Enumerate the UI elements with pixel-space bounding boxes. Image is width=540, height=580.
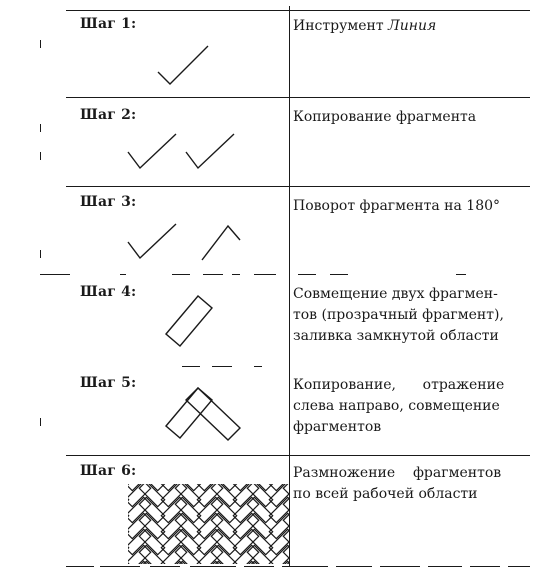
step-4-label: Шаг 4: bbox=[80, 284, 137, 300]
herringbone-brick bbox=[197, 561, 222, 580]
dash-fragment bbox=[282, 566, 328, 567]
step-3-label: Шаг 3: bbox=[80, 194, 137, 210]
dash-fragment bbox=[520, 10, 530, 11]
step-4-description-line: Совмещение двух фрагмен- bbox=[293, 286, 498, 302]
herringbone-brick bbox=[125, 561, 150, 580]
step-1-description bbox=[293, 16, 530, 37]
margin-tick bbox=[40, 124, 41, 132]
dash-fragment bbox=[254, 274, 276, 275]
dash-fragment bbox=[40, 274, 70, 275]
herringbone-brick bbox=[89, 497, 114, 522]
herringbone-brick bbox=[103, 513, 128, 538]
herringbone-brick bbox=[233, 561, 258, 580]
dash-fragment bbox=[380, 566, 420, 567]
step-5-combined-fragments-figure bbox=[160, 378, 260, 458]
dash-fragment bbox=[330, 274, 348, 275]
step-6-description bbox=[293, 463, 530, 505]
margin-tick bbox=[40, 40, 41, 48]
row-divider bbox=[66, 455, 530, 456]
dash-fragment bbox=[203, 274, 223, 275]
herringbone-brick bbox=[89, 481, 114, 506]
herringbone-brick bbox=[103, 497, 128, 522]
step-5-description-line: фрагментов bbox=[293, 419, 382, 435]
column-divider bbox=[289, 6, 290, 566]
step-5-description bbox=[293, 375, 530, 438]
herringbone-brick bbox=[283, 561, 308, 580]
margin-tick bbox=[40, 152, 41, 160]
herringbone-brick bbox=[283, 529, 308, 554]
dash-fragment bbox=[190, 566, 236, 567]
margin-tick bbox=[40, 250, 41, 258]
herringbone-brick bbox=[103, 561, 128, 580]
dash-fragment bbox=[456, 274, 466, 275]
table-top-border bbox=[66, 10, 530, 11]
herringbone-brick bbox=[305, 529, 330, 554]
herringbone-brick bbox=[305, 561, 330, 580]
row-divider bbox=[66, 186, 530, 187]
herringbone-brick bbox=[161, 561, 186, 580]
step-6-description-line: Размножение фрагментов bbox=[293, 465, 502, 481]
herringbone-brick bbox=[211, 561, 236, 580]
dash-fragment bbox=[172, 274, 190, 275]
step-3-description: Поворот фрагмента на 180° bbox=[293, 198, 501, 214]
row-divider bbox=[66, 97, 530, 98]
step-2-description: Копирование фрагмента bbox=[293, 109, 477, 125]
herringbone-brick bbox=[283, 513, 308, 538]
herringbone-brick bbox=[139, 561, 164, 580]
herringbone-brick bbox=[269, 449, 294, 474]
step-2-label: Шаг 2: bbox=[80, 107, 137, 123]
dash-fragment bbox=[212, 366, 232, 367]
dash-fragment bbox=[428, 566, 462, 567]
herringbone-brick bbox=[319, 529, 344, 554]
dash-fragment bbox=[244, 566, 274, 567]
herringbone-brick bbox=[319, 561, 344, 580]
step-1-description-italic: Линия bbox=[388, 18, 437, 34]
herringbone-brick bbox=[305, 513, 330, 538]
step-4-description-line: заливка замкнутой области bbox=[293, 328, 499, 344]
dash-fragment bbox=[100, 566, 140, 567]
step-6-label: Шаг 6: bbox=[80, 463, 137, 479]
herringbone-brick bbox=[247, 561, 272, 580]
herringbone-brick bbox=[103, 529, 128, 554]
margin-tick bbox=[40, 418, 41, 426]
dash-fragment bbox=[66, 566, 94, 567]
dash-fragment bbox=[182, 366, 200, 367]
step-3-rotated-fragment-figure bbox=[120, 218, 250, 268]
dash-fragment bbox=[508, 566, 530, 567]
step-1-checkmark-figure bbox=[150, 40, 220, 90]
step-1-label: Шаг 1: bbox=[80, 16, 137, 32]
step-2-two-checkmarks-figure bbox=[120, 128, 250, 178]
step-5-label: Шаг 5: bbox=[80, 375, 137, 391]
dash-fragment bbox=[336, 566, 372, 567]
herringbone-brick bbox=[269, 561, 294, 580]
herringbone-brick bbox=[319, 513, 344, 538]
step-4-description-line: тов (прозрачный фрагмент), bbox=[293, 307, 504, 323]
herringbone-brick bbox=[175, 561, 200, 580]
herringbone-brick bbox=[89, 513, 114, 538]
dash-fragment bbox=[298, 274, 316, 275]
step-5-description-line: слева направо, совмещение bbox=[293, 398, 500, 414]
step-4-description bbox=[293, 284, 530, 347]
step-1-description-text: Инструмент bbox=[293, 18, 389, 34]
step-5-description-line: Копирование, отражение bbox=[293, 377, 505, 393]
dash-fragment bbox=[120, 274, 126, 275]
dash-fragment bbox=[232, 274, 240, 275]
dash-fragment bbox=[470, 566, 500, 567]
step-4-parallelogram-figure bbox=[160, 290, 220, 350]
dash-fragment bbox=[254, 366, 262, 367]
herringbone-brick bbox=[89, 561, 114, 580]
step-6-description-line: по всей рабочей области bbox=[293, 486, 478, 502]
dash-fragment bbox=[150, 566, 180, 567]
herringbone-brick bbox=[89, 529, 114, 554]
step-6-herringbone-pattern-figure bbox=[128, 484, 290, 564]
herringbone-brick bbox=[103, 481, 128, 506]
